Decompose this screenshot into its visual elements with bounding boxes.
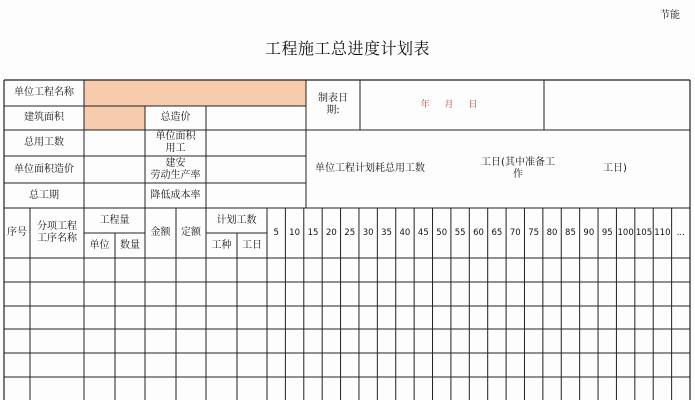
day-tick-18: 95: [601, 228, 613, 238]
day-tick-5: 30: [362, 228, 374, 238]
day-tick-14: 75: [528, 228, 540, 238]
project-name-highlight: [84, 80, 306, 106]
col-quantity: 工程量: [99, 214, 130, 226]
label-unit-area-cost: 单位面积造价: [14, 163, 74, 175]
day-tick-20: 105: [635, 228, 653, 238]
day-tick-22: ...: [676, 228, 685, 238]
day-tick-3: 20: [325, 228, 337, 238]
day-tick-4: 25: [344, 228, 356, 238]
day-tick-1: 10: [289, 228, 300, 238]
day-tick-19: 100: [617, 228, 634, 238]
col-seq: 序号: [7, 227, 27, 238]
day-tick-17: 90: [583, 228, 595, 238]
label-productivity: 建安 劳动生产率: [150, 157, 201, 181]
col-money: 金额: [150, 227, 171, 238]
day-tick-21: 110: [654, 228, 671, 238]
label-unit-area-labor: 单位面积 用工: [155, 131, 196, 154]
label-workdays-close: 工日): [603, 163, 627, 174]
day-tick-6: 35: [381, 228, 392, 238]
day-tick-13: 70: [509, 228, 521, 238]
label-total-cost: 总造价: [160, 112, 191, 123]
label-building-area: 建筑面积: [24, 112, 64, 123]
day-tick-2: 15: [307, 228, 319, 238]
col-quota: 定额: [181, 227, 201, 238]
label-total-period: 总工期: [29, 189, 59, 201]
day-tick-9: 50: [436, 228, 448, 238]
col-plan-labor: 计划工数: [216, 214, 257, 226]
label-plan-total-labor: 单位工程计划耗总用工数: [315, 163, 425, 174]
day-tick-16: 85: [565, 228, 576, 238]
col-workdays: 工日: [242, 239, 262, 251]
date-value: 年 月 日: [420, 100, 484, 110]
corner-label: 节能: [660, 10, 680, 21]
col-trade: 工种: [211, 239, 232, 251]
day-tick-12: 65: [491, 228, 503, 238]
day-tick-11: 60: [473, 228, 484, 238]
day-tick-0: 5: [273, 228, 279, 238]
day-tick-7: 40: [399, 228, 411, 238]
day-tick-15: 80: [546, 228, 558, 238]
label-unit-project-name: 单位工程名称: [14, 87, 74, 98]
col-amount: 数量: [120, 239, 140, 251]
col-unit: 单位: [89, 239, 110, 251]
day-tick-10: 55: [454, 228, 466, 238]
day-tick-8: 45: [417, 228, 429, 238]
label-date: 制表日 期:: [318, 93, 348, 116]
building-area-highlight: [84, 106, 145, 130]
label-prep-workdays: 工日(其中准备工 作: [481, 157, 555, 180]
label-cost-reduction: 降低成本率: [150, 189, 201, 201]
page-title: 工程施工总进度计划表: [264, 39, 430, 58]
col-item-name: 分项工程 工序名称: [37, 221, 77, 244]
label-total-labor: 总用工数: [24, 137, 64, 148]
